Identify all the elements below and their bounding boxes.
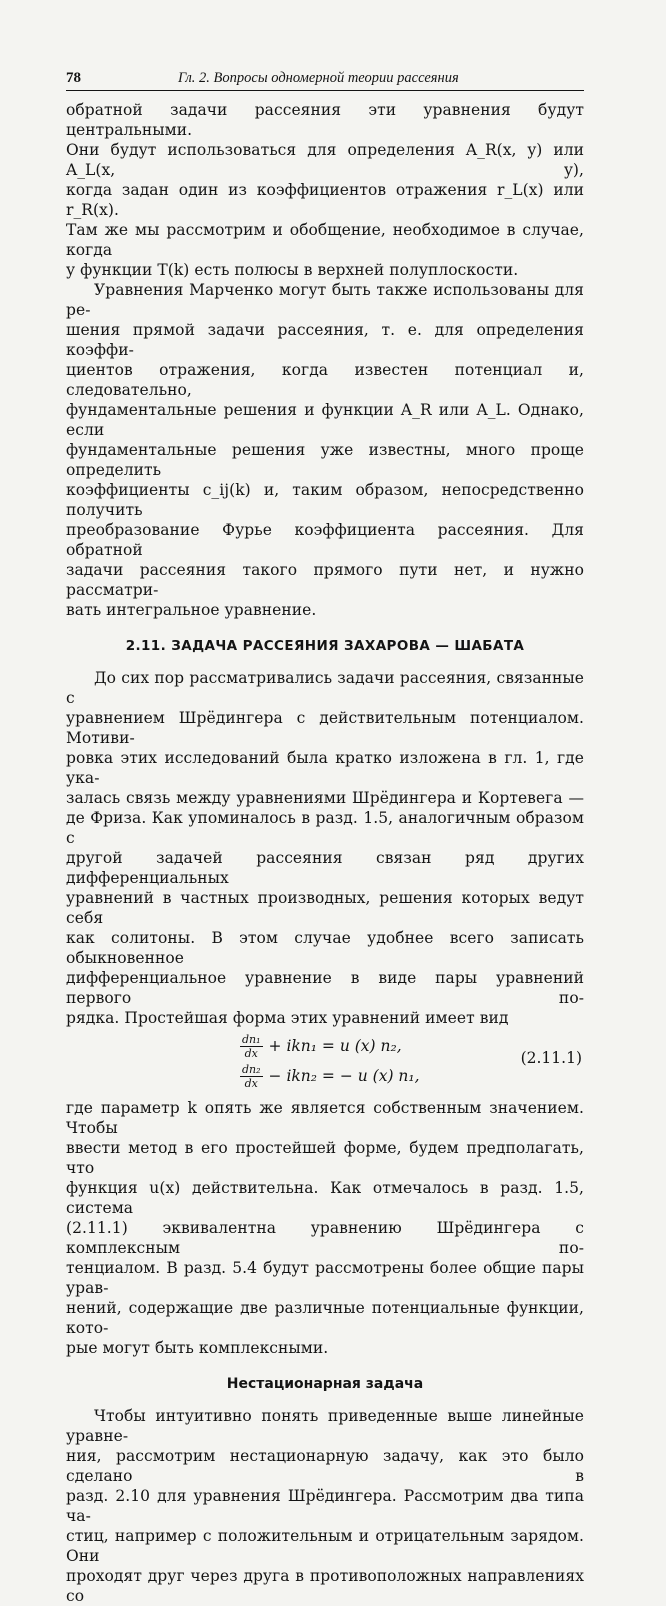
fraction-denominator: dx <box>244 1046 258 1060</box>
text-line: фундаментальные решения и функции A_R или A_L. Однако, если <box>66 401 584 439</box>
text-line: залась связь между уравнениями Шрёдингера и Кортевега — <box>66 789 584 807</box>
text-line: Они будут использоваться для определения A_R(x, y) или A_L(x, y), <box>66 141 584 179</box>
page-body <box>66 100 584 1606</box>
equation-body: + ikn₁ = u (x) n₂, <box>268 1037 402 1055</box>
page-number: 78 <box>66 70 81 86</box>
text-line: фундаментальные решения уже известны, много проще определить <box>66 441 584 479</box>
paragraph-1 <box>66 100 584 280</box>
text-line: разд. 2.10 для уравнения Шрёдингера. Рассмотрим два типа ча- <box>66 1487 584 1525</box>
text-line: стиц, например с положительным и отрицательным зарядом. Они <box>66 1527 584 1565</box>
fraction-denominator: dx <box>244 1076 258 1090</box>
text-line: де Фриза. Как упоминалось в разд. 1.5, аналогичным образом с <box>66 809 584 847</box>
fraction <box>240 1063 263 1090</box>
text-line: дифференциальное уравнение в виде пары уравнений первого по- <box>66 969 584 1007</box>
text-line: обратной задачи рассеяния эти уравнения будут центральными. <box>66 101 584 139</box>
text-line: рые могут быть комплексными. <box>66 1339 329 1357</box>
text-line: уравнений в частных производных, решения которых ведут себя <box>66 889 584 927</box>
fraction-numerator: dn₂ <box>242 1062 261 1076</box>
text-line: рядка. Простейшая форма этих уравнений имеет вид <box>66 1009 509 1027</box>
section-heading: 2.11. ЗАДАЧА РАССЕЯНИЯ ЗАХАРОВА — ШАБАТА <box>125 638 525 654</box>
equation-block <box>66 1028 584 1090</box>
text-line: задачи рассеяния такого прямого пути нет, и нужно рассматри- <box>66 561 584 599</box>
text-line: ввести метод в его простейшей форме, будем предполагать, что <box>66 1139 584 1177</box>
text-line: вать интегральное уравнение. <box>66 601 317 619</box>
equation-body: − ikn₂ = − u (x) n₁, <box>268 1067 420 1085</box>
text-line: тенциалом. В разд. 5.4 будут рассмотрены более общие пары урав- <box>66 1259 584 1297</box>
text-line: нений, содержащие две различные потенциальные функции, кото- <box>66 1299 584 1337</box>
text-line: где параметр k опять же является собственным значением. Чтобы <box>66 1099 584 1137</box>
text-line: (2.11.1) эквивалентна уравнению Шрёдингера с комплексным по- <box>66 1219 584 1257</box>
text-line: ровка этих исследований была кратко изложена в гл. 1, где ука- <box>66 749 584 787</box>
text-line: у функции T(k) есть полюсы в верхней полуплоскости. <box>66 261 519 279</box>
text-line: преобразование Фурье коэффициента рассеяния. Для обратной <box>66 521 584 559</box>
subsection-heading: Нестационарная задача <box>226 1376 424 1392</box>
paragraph-2 <box>66 280 584 620</box>
text-line: функция u(x) действительна. Как отмечалось в разд. 1.5, система <box>66 1179 584 1217</box>
text-line: шения прямой задачи рассеяния, т. е. для определения коэффи- <box>66 321 584 359</box>
text-line: как солитоны. В этом случае удобнее всего записать обыкновенное <box>66 929 584 967</box>
text-line: Чтобы интуитивно понять приведенные выше линейные уравне- <box>66 1407 584 1445</box>
running-title: Гл. 2. Вопросы одномерной теории рассеяния <box>178 70 459 86</box>
paragraph-5 <box>66 1406 584 1606</box>
fraction-numerator: dn₁ <box>242 1032 261 1046</box>
text-line: проходят друг через друга в противоположных направлениях со <box>66 1567 584 1605</box>
equation-1 <box>240 1030 402 1062</box>
paragraph-3 <box>66 668 584 1028</box>
equation-2 <box>240 1060 420 1092</box>
text-line: Там же мы рассмотрим и обобщение, необходимое в случае, когда <box>66 221 584 259</box>
page-header <box>66 70 584 91</box>
fraction <box>240 1033 263 1060</box>
text-line: коэффициенты c_ij(k) и, таким образом, непосредственно получить <box>66 481 584 519</box>
text-line: циентов отражения, когда известен потенциал и, следовательно, <box>66 361 584 399</box>
text-line: когда задан один из коэффициентов отражения r_L(x) или r_R(x). <box>66 181 584 219</box>
paragraph-4 <box>66 1098 584 1358</box>
text-line: ния, рассмотрим нестационарную задачу, как это было сделано в <box>66 1447 584 1485</box>
text-line: уравнением Шрёдингера с действительным потенциалом. Мотиви- <box>66 709 584 747</box>
text-line: другой задачей рассеяния связан ряд других дифференциальных <box>66 849 584 887</box>
text-line: Уравнения Марченко могут быть также использованы для ре- <box>66 281 584 319</box>
text-line: До сих пор рассматривались задачи рассеяния, связанные с <box>66 669 584 707</box>
equation-number: (2.11.1) <box>520 1049 582 1067</box>
